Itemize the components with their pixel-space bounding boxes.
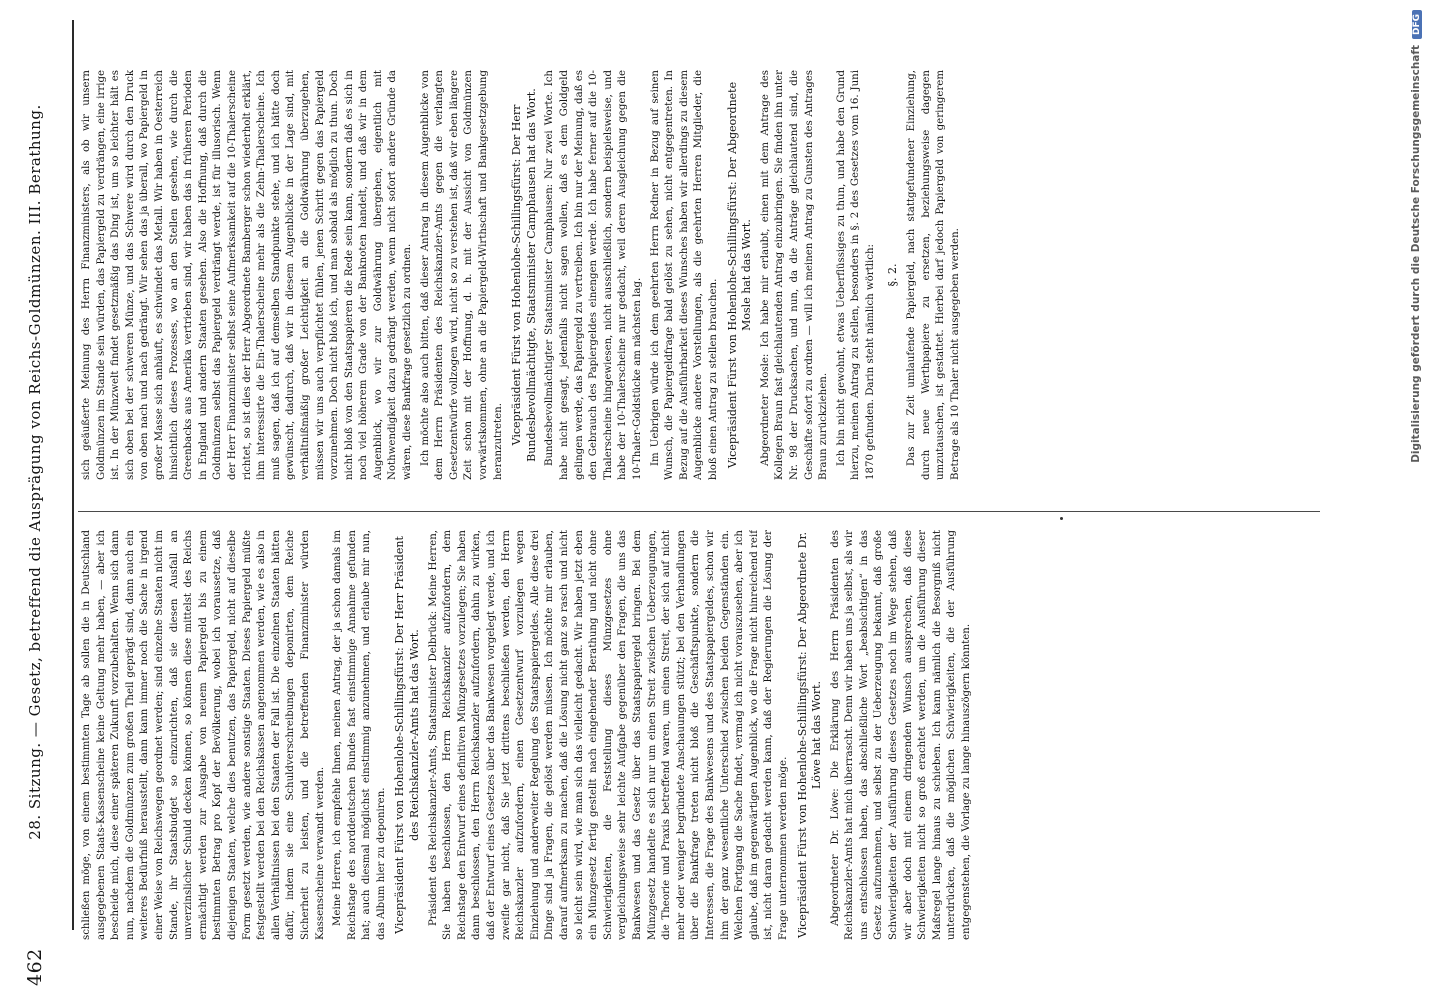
digitization-credit: [1410, 10, 1430, 870]
section-heading: §. 2.: [886, 263, 900, 287]
left-text-column: [80, 530, 1320, 940]
speaker-attribution: Vicepräsident Fürst von Hohenlohe-Schillingsfürst: Der Abgeordnete Mosle hat das Wort.: [725, 81, 754, 469]
paragraph: schließen möge, von einem bestimmten Tage ab sollen die in Deutschland ausgegebenen Staats-Kassenscheine keine Geltung mehr haben, — aber ich bescheide mich, diese einer späteren Zukunft vorzubehalten. Wenn sich dann nun, nachdem die Goldmünzen zum großen Theil geprägt sind, dann auch ein weiteres Bedürfniß herausstellt, dann kann immer noch die Sache in irgend einer Weise von Reichswegen geordnet werden; sind einzelne Staaten nicht im Stande, ihr Staatsbudget so einzurichten, daß sie diesen Ausfall an unverzinslicher Schuld decken können, so können diese mittelst des Reichs ermächtigt werden zur Ausgabe von neuem Papiergeld bis zu einem bestimmten Betrag pro Kopf der Bevölkerung, wobei ich voraussetze, daß diejenigen Staaten, welche dies benutzen, das Papiergeld, nicht auf dieselbe Form gesetzt werden, wie andere sonstige Staaten. Dieses Papiergeld müßte festgestellt werden bei den Reichskassen angenommen werden, wie es also in allen Verhältnissen bei den Staaten der Fall ist. Die einzelnen Staaten hätten dafür, indem sie eine Schuldverschreibungen deponirten, dem Reiche Sicherheit zu leisten, und die betreffenden Finanzminister würden Kassenscheine verwandt werden.: [81, 530, 326, 940]
right-text-column: [80, 70, 1320, 480]
paragraph: sich geäußerte Meinung des Herrn Finanzministers, als ob wir unsern Goldmünzen im Stande sein würden, das Papiergeld zu verdrängen, eine irrige ist. In der Münzwelt findet gesetzmäßig das Ding ist, um so leichter hält es sich oben bei der schweren Münze, und das Schwere wird durch den Druck von oben nach und nach gedrängt. Wir sehen das ja überall, wo Papiergeld in großer Masse sich anhäuft, es schwindet das Metall. Wir haben in Oesterreich hinsichtlich dieses Prozesses, wo an den Stellen gesehen, wie durch die Greenbacks aus Amerika vertrieben sind, wir haben das in früheren Perioden in England und andern Staaten gesehen. Also die Hoffnung, daß durch die Goldmünzen selbst das Papiergeld verdrängt werde, ist für illusorisch. Wenn der Herr Finanzminister selbst seine Aufmerksamkeit auf die 10-Thalerscheine richtet, so ist dies der Herr Abgeordnete Bamberger schon wiederholt erklärt, ihm interessirte die Ein-Thalerscheine mehr als die Zehn-Thalerscheine. Ich muß sagen, daß ich auf demselben Standpunkte stehe, und ich hätte doch gewünscht, dadurch, daß wir in diesem Augenblicke in der Lage sind, mit verhältnißmäßig großer Leichtigkeit an die Goldwährung überzugehen, müssen wir uns auch verpflichtet fühlen, jenen Schritt gegen das Papiergeld vorzunehmen. Doch nicht bloß ich, und man sobald als möglich zu thun. Doch nicht bloß von den Staatspapieren die Rede sein kann, sondern daß es sich in noch viel höherem Grade von der Banknoten handelt, und daß wir in dem Augenblick, wo wir zur Goldwährung übergehen, eigentlich mit Nothwendigkeit dazu gedrängt werden, wenn nicht sofort andere Gründe da wären, diese Bankfrage gesetzlich zu ordnen.: [81, 70, 414, 480]
paragraph: Ich bin nicht gewohnt, etwas Ueberflüssiges zu thun, und habe den Grund hierzu, meinen Antrag zu stellen, besonders in §. 2 des Gesetzes vom 16. Juni 1870 gefunden. Darin steht nämlich wörtlich:: [835, 70, 876, 480]
scan-speck: [1060, 517, 1063, 520]
page-number: 462: [24, 948, 46, 986]
paragraph: Das zur Zeit umlaufende Papiergeld, nach stattgefundener Einziehung, durch neue Werthpapiere zu ersetzen, beziehungsweise dagegen umzutauschen, ist gestattet. Hierbei darf jedoch Papiergeld von geringerem Betrage als 10 Thaler nicht ausgegeben werden.: [906, 70, 961, 480]
credit-text: Digitalisierung gefördert durch die Deutsche Forschungsgemeinschaft: [1410, 45, 1422, 463]
paragraph: Bundesbevollmächtigter Staatsminister Camphausen: Nur zwei Worte. Ich habe nicht gesagt, jedenfalls nicht sagen wollen, daß es dem Goldgeld gelingen werde, das Papiergeld zu vertreiben. Ich bin nur der Meinung, daß es den Gebrauch des Papiergeldes einengen werde. Ich habe ferner auf die 10-Thalerscheine hingewiesen, nicht ausschließlich, sondern beispielsweise, und habe der 10-Thalerscheine nur gedacht, weil deren Ausgleichung gegen die 10-Thaler-Goldstücke am nächsten lag.: [544, 70, 643, 480]
dfg-logo: DFG: [1412, 10, 1422, 39]
paragraph: Abgeordneter Dr. Löwe: Die Erklärung des Herrn Präsidenten des Reichskanzler-Amts hat mich überrascht. Denn wir haben uns ja selbst, als wir uns entschlossen haben, das abschließliche Wort „beabsichtigen“ in das Gesetz aufzunehmen, und selbst zu der Ueberzeugung bekannt, daß große Schwierigkeiten der Ausführung dieses Gesetzes noch im Wege stehen, daß wir aber doch mit einem dringenden Wunsch aussprechen, daß diese Schwierigkeiten nicht so groß erachtet werden, um die Ausführung dieser Maßregel lange hinaus zu schieben. Ich kann nämlich die Besorgniß nicht unterdrücken, daß die möglichen Schwierigkeiten, die der Ausführung entgegenstehen, die Vorlage zu lange hinauszögern könnten.: [829, 530, 973, 940]
paragraph: Meine Herren, ich empfehle Ihnen, meinen Antrag, der ja schon damals im Reichstage des norddeutschen Bundes fast einstimmige Annahme gefunden hat; auch diesmal möglichst einstimmig anzunehmen, und erlaube mir nun, das Album hier zu deponiren.: [332, 530, 387, 940]
header-rule: [72, 20, 74, 930]
paragraph: Ich möchte also auch bitten, daß dieser Antrag in diesem Augenblicke von dem Herrn Präsidenten des Reichskanzler-Amts gegen die verlangten Gesetzentwürfe vollzogen wird, nicht so zu verstehen ist, daß wir eben längere Zeit schon mit der Hoffnung, d. h. mit der Aussicht von Goldmünzen vorwärtskommen, ohne an die Papiergeld-Wirthschaft und Bankgesetzgebung heranzutreten.: [419, 70, 504, 480]
paragraph: Abgeordneter Mosle: Ich habe mir erlaubt, einen mit dem Antrage des Kollegen Braun fast gleichlautenden Antrag einzubringen. Sie finden ihn unter Nr. 98 der Drucksachen, und nun, da die Anträge gleichlautend sind, die Geschäfte sofort zu ordnen — will ich meinen Antrag zu Gunsten des Antrages Braun zurückziehen.: [759, 70, 830, 480]
running-head-title: 28. Sitzung. — Gesetz, betreffend die Ausprägung von Reichs-Goldmünzen. III. Berathung.: [26, 104, 44, 840]
running-header: [18, 12, 58, 992]
column-divider: [78, 511, 1320, 512]
speaker-attribution: Vicepräsident Fürst von Hohenlohe-Schillingsfürst: Der Herr Bundesbevollmächtigte, Staatsminister Camphausen hat das Wort.: [510, 88, 538, 462]
speaker-attribution: Vicepräsident Fürst von Hohenlohe-Schillingsfürst: Der Abgeordnete Dr. Löwe hat das Wort.: [795, 531, 824, 939]
paragraph: Präsident des Reichskanzler-Amts, Staatsminister Delbrück: Meine Herren, Sie haben beschlossen, den Herrn Reichskanzler aufzufordern, dem Reichstage den Entwurf eines definitiven Münzgesetzes vorzulegen; Sie haben dann beschlossen, den Herrn Reichskanzler aufzufordern, dahin zu wirken, daß der Entwurf eines Gesetzes über das Bankwesen vorgelegt werde, und ich zweifle gar nicht, daß Sie jetzt drittens beschließen werden, den Herrn Reichskanzler aufzufordern, einen Gesetzentwurf vorzulegen wegen Einziehung und anderweiter Regelung des Staatspapiergeldes. Alle diese drei Dinge sind ja Fragen, die gelöst werden müssen. Ich möchte mir erlauben, darauf aufmerksam zu machen, daß die Lösung nicht ganz so rasch und nicht so leicht sein wird, wie man sich das vielleicht gedacht. Wir haben jetzt eben ein Münzgesetz fertig gestellt nach eingehender Berathung und nicht ohne Schwierigkeiten, die Feststellung dieses Münzgesetzes ohne vergleichungsweise sehr leichte Aufgabe gegenüber den Fragen, die uns das Bankwesen und das Gesetz über das Staatspapiergeld bringen. Bei dem Münzgesetz handelte es sich nur um einen Streit zwischen Ueberzeugungen, die Theorie und Praxis betreffend waren, um einen Streit, der sich auf nicht mehr oder weniger begründete Anschauungen stützt; bei den Verhandlungen über die Bankfrage treten nicht bloß die Geschäftspunkte, sondern die Interessen, die Frage des Bankwesens und des Staatspapiergeldes, schon wir ihm der ganz wesentliche Unterschied zwischen beiden Gegenständen ein. Welchen Fortgang die Sache findet, vermag ich nicht vorauszusehen, aber ich glaube, daß im gegenwärtigen Augenblick, wo die Frage nicht hinreichend reif ist, nicht daran gedacht werden kann, daß der Regierungen die Lösung der Frage unternommen werden möge.: [427, 530, 789, 940]
paragraph: Im Uebrigen würde ich dem geehrten Herrn Redner in Bezug auf seinen Wunsch, die Papiergeldfrage bald gelöst zu sehen, nicht entgegentreten. In Bezug auf die Ausführbarkeit dieses Wunsches haben wir allerdings zu diesem Augenblicke andere Vorstellungen, als die geehrten Herren Mitglieder, die bloß einen Antrag zu stellen brauchen.: [649, 70, 719, 480]
speaker-attribution: Vicepräsident Fürst von Hohenlohe-Schillingsfürst: Der Herr Präsident des Reichskanzler-Amts hat das Wort.: [393, 536, 422, 934]
